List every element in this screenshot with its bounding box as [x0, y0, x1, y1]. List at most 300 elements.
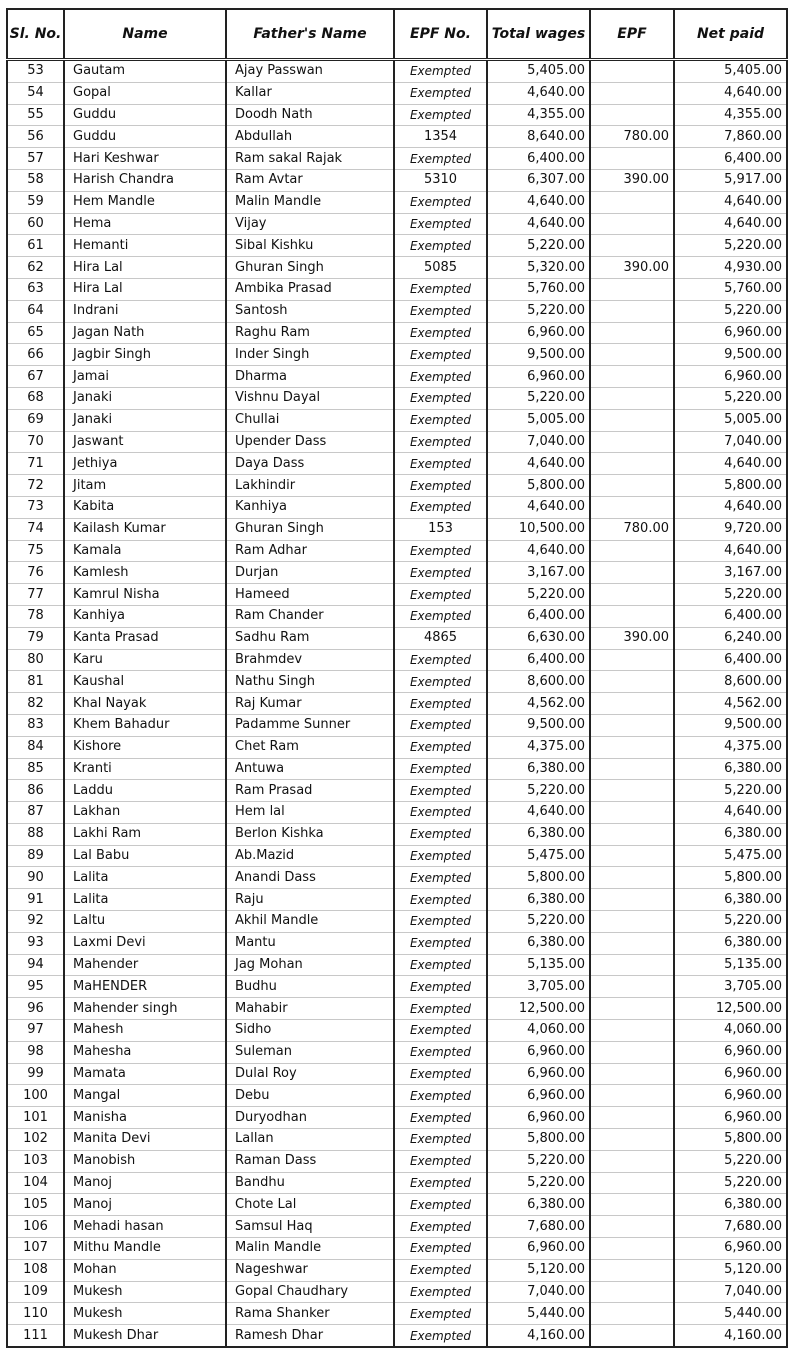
net-paid-cell: 5,220.00: [674, 911, 787, 933]
sl-no-cell: 56: [7, 126, 64, 148]
father-name-cell: Brahmdev: [226, 649, 394, 671]
epf-no-cell: Exempted: [394, 1281, 487, 1303]
epf-no-cell: 153: [394, 518, 487, 540]
sl-no-cell: 101: [7, 1107, 64, 1129]
table-row: [7, 409, 787, 431]
epf-cell: [590, 1063, 674, 1085]
epf-no-cell: Exempted: [394, 1150, 487, 1172]
father-name-cell: Ram Adhar: [226, 540, 394, 562]
father-name-cell: Lakhindir: [226, 475, 394, 497]
sl-no-cell: 81: [7, 671, 64, 693]
father-name-cell: Akhil Mandle: [226, 911, 394, 933]
table-row: [7, 889, 787, 911]
net-paid-cell: 5,120.00: [674, 1259, 787, 1281]
epf-no-cell: Exempted: [394, 82, 487, 104]
name-cell: Khal Nayak: [64, 693, 226, 715]
total-wages-cell: 6,380.00: [487, 758, 590, 780]
father-name-cell: Ajay Passwan: [226, 60, 394, 83]
father-name-cell: Ambika Prasad: [226, 278, 394, 300]
table-row: [7, 954, 787, 976]
sl-no-cell: 65: [7, 322, 64, 344]
table-row: [7, 257, 787, 279]
sl-no-cell: 91: [7, 889, 64, 911]
epf-no-cell: Exempted: [394, 845, 487, 867]
sl-no-cell: 89: [7, 845, 64, 867]
total-wages-cell: 7,040.00: [487, 431, 590, 453]
epf-cell: [590, 867, 674, 889]
total-wages-cell: 4,060.00: [487, 1020, 590, 1042]
name-cell: Hem Mandle: [64, 191, 226, 213]
total-wages-cell: 5,220.00: [487, 300, 590, 322]
father-name-cell: Sadhu Ram: [226, 627, 394, 649]
total-wages-cell: 4,640.00: [487, 82, 590, 104]
name-cell: Laddu: [64, 780, 226, 802]
total-wages-cell: 5,405.00: [487, 60, 590, 83]
epf-no-cell: Exempted: [394, 780, 487, 802]
father-name-cell: Mahabir: [226, 998, 394, 1020]
name-cell: Kishore: [64, 736, 226, 758]
total-wages-cell: 6,960.00: [487, 1063, 590, 1085]
table-row: [7, 1238, 787, 1260]
total-wages-cell: 4,355.00: [487, 104, 590, 126]
table-row: [7, 213, 787, 235]
father-name-cell: Sibal Kishku: [226, 235, 394, 257]
total-wages-cell: 5,220.00: [487, 235, 590, 257]
table-row: [7, 1020, 787, 1042]
table-row: [7, 1172, 787, 1194]
father-name-cell: Ram Chander: [226, 605, 394, 627]
total-wages-cell: 6,400.00: [487, 148, 590, 170]
epf-no-cell: Exempted: [394, 1085, 487, 1107]
father-name-cell: Chote Lal: [226, 1194, 394, 1216]
epf-cell: [590, 322, 674, 344]
name-cell: Lalita: [64, 867, 226, 889]
net-paid-cell: 8,600.00: [674, 671, 787, 693]
sl-no-cell: 80: [7, 649, 64, 671]
header-father-name: Father's Name: [226, 9, 394, 60]
sl-no-cell: 85: [7, 758, 64, 780]
father-name-cell: Kanhiya: [226, 496, 394, 518]
net-paid-cell: 7,860.00: [674, 126, 787, 148]
sl-no-cell: 74: [7, 518, 64, 540]
epf-cell: [590, 780, 674, 802]
epf-no-cell: Exempted: [394, 1172, 487, 1194]
net-paid-cell: 5,220.00: [674, 780, 787, 802]
table-row: [7, 169, 787, 191]
name-cell: Mukesh: [64, 1281, 226, 1303]
epf-cell: [590, 409, 674, 431]
sl-no-cell: 100: [7, 1085, 64, 1107]
table-row: [7, 562, 787, 584]
epf-no-cell: 5085: [394, 257, 487, 279]
sl-no-cell: 83: [7, 714, 64, 736]
table-row: [7, 867, 787, 889]
table-row: [7, 1063, 787, 1085]
epf-no-cell: Exempted: [394, 911, 487, 933]
net-paid-cell: 7,040.00: [674, 1281, 787, 1303]
total-wages-cell: 6,400.00: [487, 649, 590, 671]
net-paid-cell: 6,960.00: [674, 1238, 787, 1260]
sl-no-cell: 57: [7, 148, 64, 170]
sl-no-cell: 92: [7, 911, 64, 933]
table-row: [7, 1303, 787, 1325]
table-row: [7, 845, 787, 867]
epf-cell: [590, 1259, 674, 1281]
name-cell: Khem Bahadur: [64, 714, 226, 736]
name-cell: Harish Chandra: [64, 169, 226, 191]
father-name-cell: Budhu: [226, 976, 394, 998]
table-row: [7, 344, 787, 366]
sl-no-cell: 95: [7, 976, 64, 998]
sl-no-cell: 97: [7, 1020, 64, 1042]
name-cell: Kamrul Nisha: [64, 584, 226, 606]
table-row: [7, 780, 787, 802]
table-row: [7, 104, 787, 126]
total-wages-cell: 5,135.00: [487, 954, 590, 976]
father-name-cell: Hameed: [226, 584, 394, 606]
epf-cell: [590, 213, 674, 235]
net-paid-cell: 9,500.00: [674, 714, 787, 736]
epf-no-cell: Exempted: [394, 366, 487, 388]
net-paid-cell: 5,135.00: [674, 954, 787, 976]
net-paid-cell: 5,800.00: [674, 475, 787, 497]
father-name-cell: Upender Dass: [226, 431, 394, 453]
father-name-cell: Raghu Ram: [226, 322, 394, 344]
epf-cell: [590, 82, 674, 104]
net-paid-cell: 3,167.00: [674, 562, 787, 584]
net-paid-cell: 4,930.00: [674, 257, 787, 279]
total-wages-cell: 4,640.00: [487, 453, 590, 475]
epf-no-cell: Exempted: [394, 562, 487, 584]
epf-no-cell: Exempted: [394, 1216, 487, 1238]
sl-no-cell: 109: [7, 1281, 64, 1303]
net-paid-cell: 6,380.00: [674, 823, 787, 845]
epf-no-cell: Exempted: [394, 213, 487, 235]
father-name-cell: Debu: [226, 1085, 394, 1107]
epf-no-cell: Exempted: [394, 344, 487, 366]
name-cell: Hari Keshwar: [64, 148, 226, 170]
total-wages-cell: 4,640.00: [487, 191, 590, 213]
epf-no-cell: Exempted: [394, 1325, 487, 1347]
sl-no-cell: 108: [7, 1259, 64, 1281]
table-row: [7, 322, 787, 344]
father-name-cell: Nathu Singh: [226, 671, 394, 693]
epf-cell: [590, 60, 674, 83]
name-cell: Jagbir Singh: [64, 344, 226, 366]
epf-cell: [590, 300, 674, 322]
total-wages-cell: 6,960.00: [487, 1085, 590, 1107]
epf-cell: [590, 758, 674, 780]
epf-cell: [590, 344, 674, 366]
epf-cell: [590, 998, 674, 1020]
net-paid-cell: 5,440.00: [674, 1303, 787, 1325]
epf-cell: [590, 1129, 674, 1151]
name-cell: Mahender singh: [64, 998, 226, 1020]
epf-cell: [590, 954, 674, 976]
name-cell: Jaswant: [64, 431, 226, 453]
net-paid-cell: 6,960.00: [674, 366, 787, 388]
father-name-cell: Padamme Sunner: [226, 714, 394, 736]
total-wages-cell: 8,640.00: [487, 126, 590, 148]
total-wages-cell: 10,500.00: [487, 518, 590, 540]
sl-no-cell: 77: [7, 584, 64, 606]
father-name-cell: Ram Prasad: [226, 780, 394, 802]
father-name-cell: Samsul Haq: [226, 1216, 394, 1238]
sl-no-cell: 71: [7, 453, 64, 475]
name-cell: Mohan: [64, 1259, 226, 1281]
name-cell: Mamata: [64, 1063, 226, 1085]
net-paid-cell: 4,640.00: [674, 82, 787, 104]
epf-cell: [590, 1107, 674, 1129]
table-row: [7, 518, 787, 540]
net-paid-cell: 9,500.00: [674, 344, 787, 366]
table-row: [7, 605, 787, 627]
table-row: [7, 736, 787, 758]
total-wages-cell: 4,640.00: [487, 540, 590, 562]
name-cell: Laltu: [64, 911, 226, 933]
total-wages-cell: 6,960.00: [487, 1107, 590, 1129]
epf-cell: [590, 1303, 674, 1325]
name-cell: Mithu Mandle: [64, 1238, 226, 1260]
total-wages-cell: 9,500.00: [487, 714, 590, 736]
epf-no-cell: Exempted: [394, 802, 487, 824]
epf-cell: [590, 911, 674, 933]
father-name-cell: Raju: [226, 889, 394, 911]
net-paid-cell: 5,220.00: [674, 1172, 787, 1194]
epf-cell: [590, 278, 674, 300]
table-row: [7, 191, 787, 213]
sl-no-cell: 63: [7, 278, 64, 300]
net-paid-cell: 5,220.00: [674, 300, 787, 322]
father-name-cell: Suleman: [226, 1041, 394, 1063]
total-wages-cell: 5,475.00: [487, 845, 590, 867]
epf-cell: [590, 191, 674, 213]
epf-cell: [590, 649, 674, 671]
header-name: Name: [64, 9, 226, 60]
total-wages-cell: 6,380.00: [487, 823, 590, 845]
name-cell: Jethiya: [64, 453, 226, 475]
epf-cell: [590, 387, 674, 409]
table-row: [7, 1150, 787, 1172]
table-body: [7, 60, 787, 1348]
net-paid-cell: 6,380.00: [674, 758, 787, 780]
net-paid-cell: 5,917.00: [674, 169, 787, 191]
total-wages-cell: 4,640.00: [487, 496, 590, 518]
sl-no-cell: 86: [7, 780, 64, 802]
sl-no-cell: 78: [7, 605, 64, 627]
header-sl-no: Sl. No.: [7, 9, 64, 60]
total-wages-cell: 5,800.00: [487, 1129, 590, 1151]
table-row: [7, 235, 787, 257]
father-name-cell: Anandi Dass: [226, 867, 394, 889]
father-name-cell: Santosh: [226, 300, 394, 322]
epf-no-cell: Exempted: [394, 976, 487, 998]
total-wages-cell: 6,630.00: [487, 627, 590, 649]
total-wages-cell: 4,160.00: [487, 1325, 590, 1347]
net-paid-cell: 12,500.00: [674, 998, 787, 1020]
total-wages-cell: 5,005.00: [487, 409, 590, 431]
sl-no-cell: 67: [7, 366, 64, 388]
epf-cell: [590, 605, 674, 627]
epf-cell: [590, 736, 674, 758]
father-name-cell: Lallan: [226, 1129, 394, 1151]
name-cell: Hira Lal: [64, 278, 226, 300]
total-wages-cell: 5,220.00: [487, 1172, 590, 1194]
net-paid-cell: 5,220.00: [674, 387, 787, 409]
father-name-cell: Inder Singh: [226, 344, 394, 366]
epf-no-cell: 5310: [394, 169, 487, 191]
epf-cell: 780.00: [590, 518, 674, 540]
name-cell: Mukesh Dhar: [64, 1325, 226, 1347]
name-cell: Gopal: [64, 82, 226, 104]
name-cell: Janaki: [64, 409, 226, 431]
father-name-cell: Nageshwar: [226, 1259, 394, 1281]
net-paid-cell: 7,040.00: [674, 431, 787, 453]
father-name-cell: Raman Dass: [226, 1150, 394, 1172]
net-paid-cell: 4,562.00: [674, 693, 787, 715]
name-cell: Mahender: [64, 954, 226, 976]
table-row: [7, 82, 787, 104]
epf-cell: [590, 693, 674, 715]
table-row: [7, 627, 787, 649]
epf-no-cell: Exempted: [394, 496, 487, 518]
name-cell: Kamlesh: [64, 562, 226, 584]
net-paid-cell: 5,220.00: [674, 1150, 787, 1172]
total-wages-cell: 4,640.00: [487, 802, 590, 824]
sl-no-cell: 98: [7, 1041, 64, 1063]
father-name-cell: Chet Ram: [226, 736, 394, 758]
epf-no-cell: Exempted: [394, 300, 487, 322]
sl-no-cell: 107: [7, 1238, 64, 1260]
epf-cell: [590, 431, 674, 453]
net-paid-cell: 5,800.00: [674, 1129, 787, 1151]
sl-no-cell: 62: [7, 257, 64, 279]
epf-cell: [590, 104, 674, 126]
name-cell: Gautam: [64, 60, 226, 83]
header-total-wages: Total wages: [487, 9, 590, 60]
total-wages-cell: 5,220.00: [487, 1150, 590, 1172]
total-wages-cell: 8,600.00: [487, 671, 590, 693]
father-name-cell: Kallar: [226, 82, 394, 104]
epf-no-cell: Exempted: [394, 60, 487, 83]
net-paid-cell: 4,640.00: [674, 191, 787, 213]
father-name-cell: Rama Shanker: [226, 1303, 394, 1325]
sl-no-cell: 59: [7, 191, 64, 213]
table-row: [7, 802, 787, 824]
wage-register-sheet: [6, 8, 786, 1348]
epf-no-cell: Exempted: [394, 649, 487, 671]
epf-no-cell: Exempted: [394, 1194, 487, 1216]
epf-cell: 390.00: [590, 627, 674, 649]
name-cell: Kranti: [64, 758, 226, 780]
total-wages-cell: 12,500.00: [487, 998, 590, 1020]
table-row: [7, 1325, 787, 1347]
sl-no-cell: 110: [7, 1303, 64, 1325]
net-paid-cell: 6,380.00: [674, 889, 787, 911]
total-wages-cell: 5,800.00: [487, 475, 590, 497]
father-name-cell: Hem lal: [226, 802, 394, 824]
name-cell: Guddu: [64, 104, 226, 126]
net-paid-cell: 4,640.00: [674, 540, 787, 562]
total-wages-cell: 9,500.00: [487, 344, 590, 366]
total-wages-cell: 3,705.00: [487, 976, 590, 998]
net-paid-cell: 3,705.00: [674, 976, 787, 998]
net-paid-cell: 5,800.00: [674, 867, 787, 889]
father-name-cell: Ab.Mazid: [226, 845, 394, 867]
header-epf: EPF: [590, 9, 674, 60]
table-row: [7, 366, 787, 388]
sl-no-cell: 58: [7, 169, 64, 191]
epf-cell: [590, 1194, 674, 1216]
table-row: [7, 693, 787, 715]
name-cell: Indrani: [64, 300, 226, 322]
net-paid-cell: 9,720.00: [674, 518, 787, 540]
epf-no-cell: Exempted: [394, 954, 487, 976]
sl-no-cell: 90: [7, 867, 64, 889]
net-paid-cell: 6,380.00: [674, 1194, 787, 1216]
epf-no-cell: Exempted: [394, 235, 487, 257]
net-paid-cell: 6,380.00: [674, 932, 787, 954]
sl-no-cell: 70: [7, 431, 64, 453]
net-paid-cell: 6,240.00: [674, 627, 787, 649]
name-cell: Mukesh: [64, 1303, 226, 1325]
epf-no-cell: Exempted: [394, 736, 487, 758]
father-name-cell: Antuwa: [226, 758, 394, 780]
name-cell: Kamala: [64, 540, 226, 562]
table-row: [7, 1259, 787, 1281]
epf-no-cell: Exempted: [394, 475, 487, 497]
father-name-cell: Ramesh Dhar: [226, 1325, 394, 1347]
table-row: [7, 1129, 787, 1151]
net-paid-cell: 4,640.00: [674, 802, 787, 824]
epf-no-cell: Exempted: [394, 714, 487, 736]
header-epf-no: EPF No.: [394, 9, 487, 60]
table-row: [7, 475, 787, 497]
epf-cell: [590, 562, 674, 584]
epf-no-cell: Exempted: [394, 584, 487, 606]
net-paid-cell: 4,375.00: [674, 736, 787, 758]
total-wages-cell: 5,320.00: [487, 257, 590, 279]
father-name-cell: Dharma: [226, 366, 394, 388]
sl-no-cell: 64: [7, 300, 64, 322]
table-row: [7, 932, 787, 954]
total-wages-cell: 6,960.00: [487, 1041, 590, 1063]
table-row: [7, 1085, 787, 1107]
father-name-cell: Ghuran Singh: [226, 257, 394, 279]
epf-no-cell: Exempted: [394, 1129, 487, 1151]
epf-no-cell: Exempted: [394, 540, 487, 562]
epf-no-cell: Exempted: [394, 1041, 487, 1063]
table-row: [7, 60, 787, 83]
sl-no-cell: 84: [7, 736, 64, 758]
epf-no-cell: Exempted: [394, 104, 487, 126]
name-cell: Jitam: [64, 475, 226, 497]
table-row: [7, 1216, 787, 1238]
epf-cell: [590, 148, 674, 170]
table-row: [7, 300, 787, 322]
epf-no-cell: Exempted: [394, 693, 487, 715]
epf-cell: 390.00: [590, 257, 674, 279]
net-paid-cell: 6,960.00: [674, 1063, 787, 1085]
table-row: [7, 1194, 787, 1216]
sl-no-cell: 104: [7, 1172, 64, 1194]
father-name-cell: Berlon Kishka: [226, 823, 394, 845]
table-row: [7, 714, 787, 736]
epf-no-cell: Exempted: [394, 431, 487, 453]
epf-no-cell: Exempted: [394, 1238, 487, 1260]
epf-cell: [590, 671, 674, 693]
table-row: [7, 453, 787, 475]
